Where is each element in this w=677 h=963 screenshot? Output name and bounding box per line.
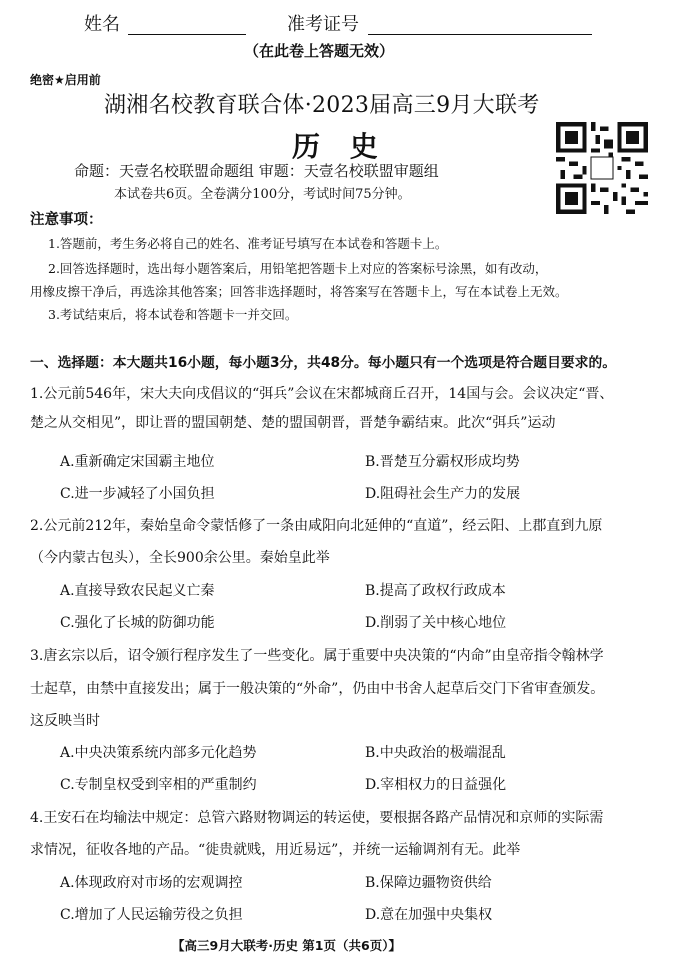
secret-mark: 绝密★启用前 [30, 73, 101, 87]
exam-number-label: 准考证号 [287, 14, 359, 35]
question-stem: 3.唐玄宗以后，诏令颁行程序发生了一些变化。属于重要中央决策的“内命”由皇帝指令翰林学 [30, 648, 604, 664]
option-c: C.专制皇权受到宰相的严重制约 [60, 777, 257, 793]
notice-item: 2.回答选择题时，选出每小题答案后，用铅笔把答题卡上对应的答案标号涂黑，如有改动， [48, 261, 548, 276]
name-field[interactable] [128, 34, 246, 35]
notice-item: 3.考试结束后，将本试卷和答题卡一并交回。 [48, 307, 298, 322]
option-d: D.宰相权力的日益强化 [365, 777, 507, 793]
option-b: B.提高了政权行政成本 [365, 583, 506, 599]
exam-title: 湖湘名校教育联合体·2023届高三9月大联考 [104, 93, 540, 118]
exam-info: 本试卷共6页。全卷满分100分，考试时间75分钟。 [114, 187, 411, 202]
option-b: B.中央政治的极端混乱 [365, 745, 506, 761]
option-d: D.意在加强中央集权 [365, 907, 493, 923]
name-label: 姓名 [84, 14, 120, 35]
option-d: D.削弱了关中核心地位 [365, 615, 507, 631]
option-c: C.进一步减轻了小国负担 [60, 486, 215, 502]
section-heading: 一、选择题：本大题共16小题，每小题3分，共48分。每小题只有一个选项是符合题目要求的。 [30, 355, 617, 371]
option-b: B.晋楚互分霸权形成均势 [365, 454, 520, 470]
option-a: A.中央决策系统内部多元化趋势 [60, 745, 257, 761]
question-stem: 这反映当时 [30, 713, 100, 729]
option-a: A.直接导致农民起义亡秦 [60, 583, 215, 599]
notice-heading: 注意事项： [30, 212, 103, 228]
question-stem: 求情况，征收各地的产品。“徙贵就贱，用近易远”，并统一运输调剂有无。此举 [30, 842, 521, 858]
option-a: A.体现政府对市场的宏观调控 [60, 875, 243, 891]
question-stem: 楚之从交相见”，即让晋的盟国朝楚、楚的盟国朝晋，晋楚争霸结束。此次“弭兵”运动 [30, 415, 556, 431]
question-stem: 2.公元前212年，秦始皇命令蒙恬修了一条由咸阳向北延伸的“直道”，经云阳、上郡直到九原 [30, 518, 603, 534]
option-d: D.阻碍社会生产力的发展 [365, 486, 521, 502]
question-stem: （今内蒙古包头），全长900余公里。秦始皇此举 [30, 550, 330, 566]
option-b: B.保障边疆物资供给 [365, 875, 492, 891]
invalid-note: （在此卷上答题无效） [244, 42, 395, 60]
notice-item: 用橡皮擦干净后，再选涂其他答案；回答非选择题时，将答案写在答题卡上，写在本试卷上无效。 [30, 284, 568, 299]
question-stem: 1.公元前546年，宋大夫向戌倡议的“弭兵”会议在宋都城商丘召开，14国与会。会议决定“晋、 [30, 386, 614, 402]
option-c: C.增加了人民运输劳役之负担 [60, 907, 243, 923]
question-stem: 4.王安石在均输法中规定：总管六路财物调运的转运使，要根据各路产品情况和京师的实际需 [30, 810, 604, 826]
page-footer: 【高三9月大联考·历史 第1页（共6页）】 [172, 938, 401, 953]
question-stem: 士起草，由禁中直接发出；属于一般决策的“外命”，仍由中书舍人起草后交门下省审查颁发。 [30, 681, 605, 697]
notice-item: 1.答题前，考生务必将自己的姓名、准考证号填写在本试卷和答题卡上。 [48, 236, 448, 251]
subject-title: 历 史 [292, 130, 388, 163]
exam-number-field[interactable] [368, 34, 592, 35]
option-c: C.强化了长城的防御功能 [60, 615, 215, 631]
qr-code-icon [556, 122, 648, 214]
option-a: A.重新确定宋国霸主地位 [60, 454, 215, 470]
authors-line: 命题：天壹名校联盟命题组 审题：天壹名校联盟审题组 [74, 162, 439, 180]
